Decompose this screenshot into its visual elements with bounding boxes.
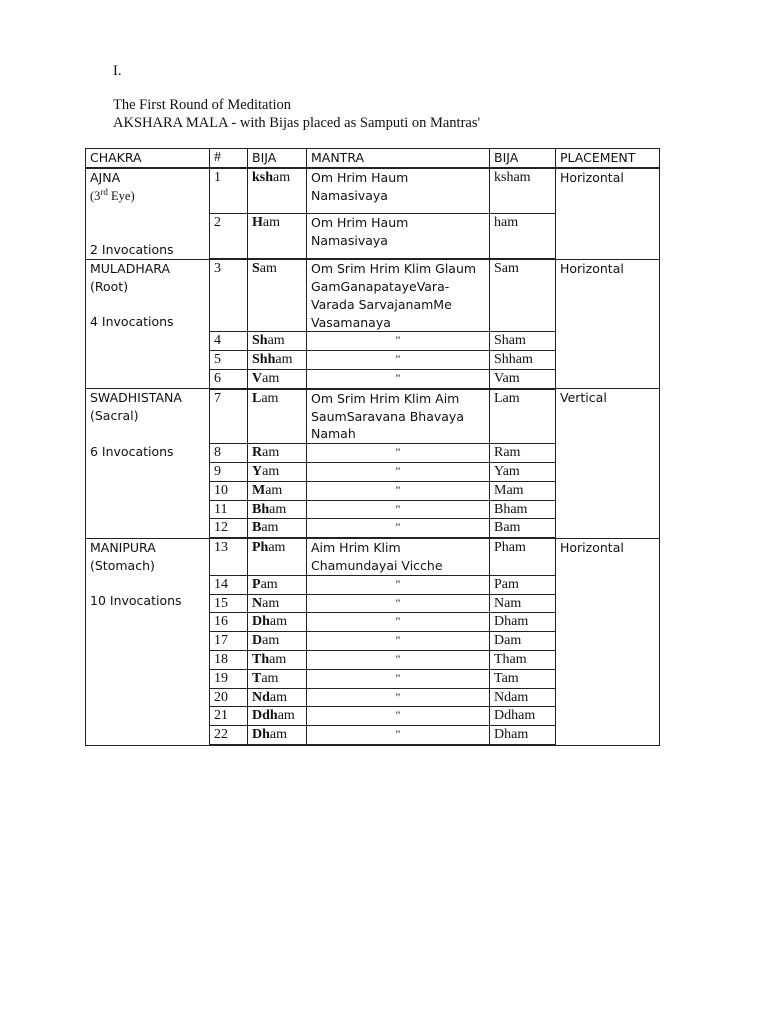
header-bija: BIJA [248, 149, 307, 168]
bija-repeat-cell: Shham [490, 351, 556, 370]
mantra-ditto: " [307, 669, 490, 688]
bija-cell [248, 444, 307, 463]
bija-rest-part: am [275, 352, 293, 368]
bija-repeat-cell: Dham [490, 726, 556, 745]
bija-repeat-cell: Vam [490, 370, 556, 389]
bija-repeat-cell: Pham [490, 538, 556, 575]
placement-cell: Horizontal [556, 259, 660, 389]
placement-cell: Vertical [556, 389, 660, 538]
bija-repeat-cell: Lam [490, 389, 556, 444]
bija-cell [248, 370, 307, 389]
row-number: 11 [210, 500, 248, 519]
bija-bold-part: L [252, 390, 262, 406]
bija-rest-part: am [259, 261, 277, 277]
bija-cell [248, 351, 307, 370]
row-number: 2 [210, 214, 248, 260]
bija-bold-part: Ph [252, 540, 269, 556]
bija-repeat-cell: Mam [490, 481, 556, 500]
mantra-ditto: " [307, 444, 490, 463]
bija-cell [248, 632, 307, 651]
bija-bold-part: Bh [252, 501, 270, 517]
chakra-cell [86, 538, 210, 745]
bija-rest-part: am [261, 670, 279, 686]
placement-cell: Horizontal [556, 538, 660, 745]
mantra-ditto: " [307, 463, 490, 482]
bija-repeat-cell: Sham [490, 332, 556, 351]
chakra-subtitle: (Stomach) [90, 557, 155, 573]
bija-repeat-cell: Ndam [490, 688, 556, 707]
bija-rest-part: am [269, 614, 288, 630]
chakra-cell [86, 389, 210, 538]
mantra-ditto: " [307, 594, 490, 613]
bija-bold-part: Ddh [252, 708, 278, 724]
bija-repeat-cell: Bham [490, 500, 556, 519]
chakra-name: SWADHISTANA [90, 390, 182, 406]
invocations-count: 10 Invocations [90, 593, 182, 609]
mantra-cell: Aim Hrim Klim Chamundayai Vicche [307, 538, 490, 575]
row-number: 18 [210, 651, 248, 670]
bija-rest-part: am [262, 445, 280, 461]
mantra-ditto: " [307, 688, 490, 707]
bija-rest-part: am [262, 595, 280, 611]
bija-rest-part: am [260, 576, 278, 592]
chakra-subtitle-sup: rd [100, 186, 108, 197]
bija-repeat-cell: Tham [490, 651, 556, 670]
mantra-ditto: " [307, 370, 490, 389]
header-placement: PLACEMENT [556, 149, 660, 168]
chakra-subtitle: (Root) [90, 278, 129, 294]
chakra-name: MULADHARA [90, 260, 171, 276]
bija-cell [248, 538, 307, 575]
bija-rest-part: am [269, 689, 288, 705]
bija-bold-part: T [252, 670, 262, 686]
bija-cell [248, 669, 307, 688]
chakra-name: AJNA [90, 169, 121, 185]
chakra-subtitle [90, 186, 135, 203]
bija-bold-part: Shh [252, 352, 276, 368]
bija-repeat-cell: Bam [490, 519, 556, 538]
row-number: 8 [210, 444, 248, 463]
invocations-count: 4 Invocations [90, 314, 174, 330]
bija-bold-part: D [252, 633, 263, 649]
mantra-ditto: " [307, 332, 490, 351]
header-number: # [210, 149, 248, 168]
mantra-ditto: " [307, 351, 490, 370]
row-number: 17 [210, 632, 248, 651]
chakra-name: MANIPURA [90, 539, 156, 555]
bija-repeat-cell: Dam [490, 632, 556, 651]
bija-rest-part: am [268, 540, 286, 556]
row-number: 9 [210, 463, 248, 482]
mantra-ditto: " [307, 575, 490, 594]
bija-rest-part: am [267, 333, 285, 349]
row-number: 3 [210, 259, 248, 332]
mantra-ditto: " [307, 726, 490, 745]
chakra-subtitle-post: Eye) [107, 188, 135, 203]
bija-repeat-cell: Dham [490, 613, 556, 632]
bija-bold-part: H [252, 215, 263, 231]
row-number: 10 [210, 481, 248, 500]
bija-bold-part: V [252, 371, 263, 387]
bija-cell [248, 214, 307, 260]
akshara-mala-table [85, 148, 660, 746]
row-number: 12 [210, 519, 248, 538]
chakra-cell [86, 259, 210, 389]
row-number: 14 [210, 575, 248, 594]
chakra-subtitle-pre: (3 [90, 188, 101, 203]
placement-cell: Horizontal [556, 168, 660, 259]
row-number: 6 [210, 370, 248, 389]
row-number: 1 [210, 168, 248, 214]
bija-cell [248, 651, 307, 670]
mantra-ditto: " [307, 632, 490, 651]
bija-repeat-cell: Pam [490, 575, 556, 594]
table-body [86, 149, 660, 746]
bija-repeat-cell: Ram [490, 444, 556, 463]
mantra-cell: Om Srim Hrim Klim Aim SaumSaravana Bhavaya Namah [307, 389, 490, 444]
bija-rest-part: am [261, 520, 279, 536]
bija-cell [248, 575, 307, 594]
bija-cell [248, 707, 307, 726]
bija-cell [248, 481, 307, 500]
table-row [86, 538, 660, 575]
invocations-count: 2 Invocations [90, 241, 174, 257]
row-number: 21 [210, 707, 248, 726]
bija-bold-part: P [252, 576, 261, 592]
header-chakra: CHAKRA [86, 149, 210, 168]
row-number: 19 [210, 669, 248, 688]
bija-cell [248, 594, 307, 613]
bija-rest-part: am [262, 371, 280, 387]
page-subtitle: AKSHARA MALA - with Bijas placed as Samputi on Mantras' [113, 115, 481, 131]
mantra-ditto: " [307, 500, 490, 519]
bija-cell [248, 726, 307, 745]
bija-repeat-cell: ham [490, 214, 556, 260]
bija-rest-part: am [262, 633, 280, 649]
bija-rest-part: am [265, 482, 283, 498]
bija-rest-part: am [269, 727, 288, 743]
bija-rest-part: am [262, 215, 280, 231]
row-number: 4 [210, 332, 248, 351]
mantra-cell: Om Hrim Haum Namasivaya [307, 214, 490, 260]
bija-rest-part: am [269, 501, 287, 517]
mantra-ditto: " [307, 613, 490, 632]
table-row [86, 168, 660, 214]
bija-bold-part: ksh [252, 169, 274, 185]
mantra-cell: Om Hrim Haum Namasivaya [307, 168, 490, 214]
header-mantra: MANTRA [307, 149, 490, 168]
bija-cell [248, 463, 307, 482]
header-bija-2: BIJA [490, 149, 556, 168]
row-number: 13 [210, 538, 248, 575]
bija-repeat-cell: Yam [490, 463, 556, 482]
bija-cell [248, 168, 307, 214]
bija-bold-part: B [252, 520, 262, 536]
mantra-ditto: " [307, 481, 490, 500]
bija-cell [248, 259, 307, 332]
bija-cell [248, 519, 307, 538]
chakra-cell [86, 168, 210, 259]
page-title: The First Round of Meditation [113, 97, 292, 113]
bija-repeat-cell: Ddham [490, 707, 556, 726]
bija-rest-part: am [261, 390, 279, 406]
bija-repeat-cell: ksham [490, 168, 556, 214]
mantra-cell: Om Srim Hrim Klim Glaum GamGanapatayeVara-Varada SarvajanamMe Vasamanaya [307, 259, 490, 332]
bija-bold-part: Nd [252, 689, 270, 705]
bija-bold-part: S [252, 261, 260, 277]
bija-repeat-cell: Tam [490, 669, 556, 688]
bija-bold-part: Y [252, 464, 263, 480]
bija-bold-part: N [252, 595, 263, 611]
bija-cell [248, 500, 307, 519]
bija-bold-part: Sh [252, 333, 268, 349]
bija-bold-part: Th [252, 652, 270, 668]
section-mark: I. [113, 63, 122, 79]
bija-rest-part: am [277, 708, 295, 724]
row-number: 20 [210, 688, 248, 707]
row-number: 15 [210, 594, 248, 613]
bija-bold-part: R [252, 445, 263, 461]
mantra-ditto: " [307, 651, 490, 670]
bija-rest-part: am [273, 169, 291, 185]
table-header-row [86, 149, 660, 168]
row-number: 22 [210, 726, 248, 745]
row-number: 5 [210, 351, 248, 370]
bija-cell [248, 389, 307, 444]
mantra-ditto: " [307, 707, 490, 726]
bija-cell [248, 688, 307, 707]
bija-cell [248, 613, 307, 632]
bija-rest-part: am [269, 652, 287, 668]
bija-repeat-cell: Nam [490, 594, 556, 613]
bija-bold-part: Dh [252, 727, 270, 743]
row-number: 7 [210, 389, 248, 444]
bija-cell [248, 332, 307, 351]
bija-bold-part: M [252, 482, 266, 498]
mantra-ditto: " [307, 519, 490, 538]
invocations-count: 6 Invocations [90, 443, 174, 459]
chakra-subtitle: (Sacral) [90, 408, 139, 424]
table-row [86, 259, 660, 332]
row-number: 16 [210, 613, 248, 632]
bija-bold-part: Dh [252, 614, 270, 630]
table-row [86, 389, 660, 444]
bija-repeat-cell: Sam [490, 259, 556, 332]
bija-rest-part: am [262, 464, 280, 480]
